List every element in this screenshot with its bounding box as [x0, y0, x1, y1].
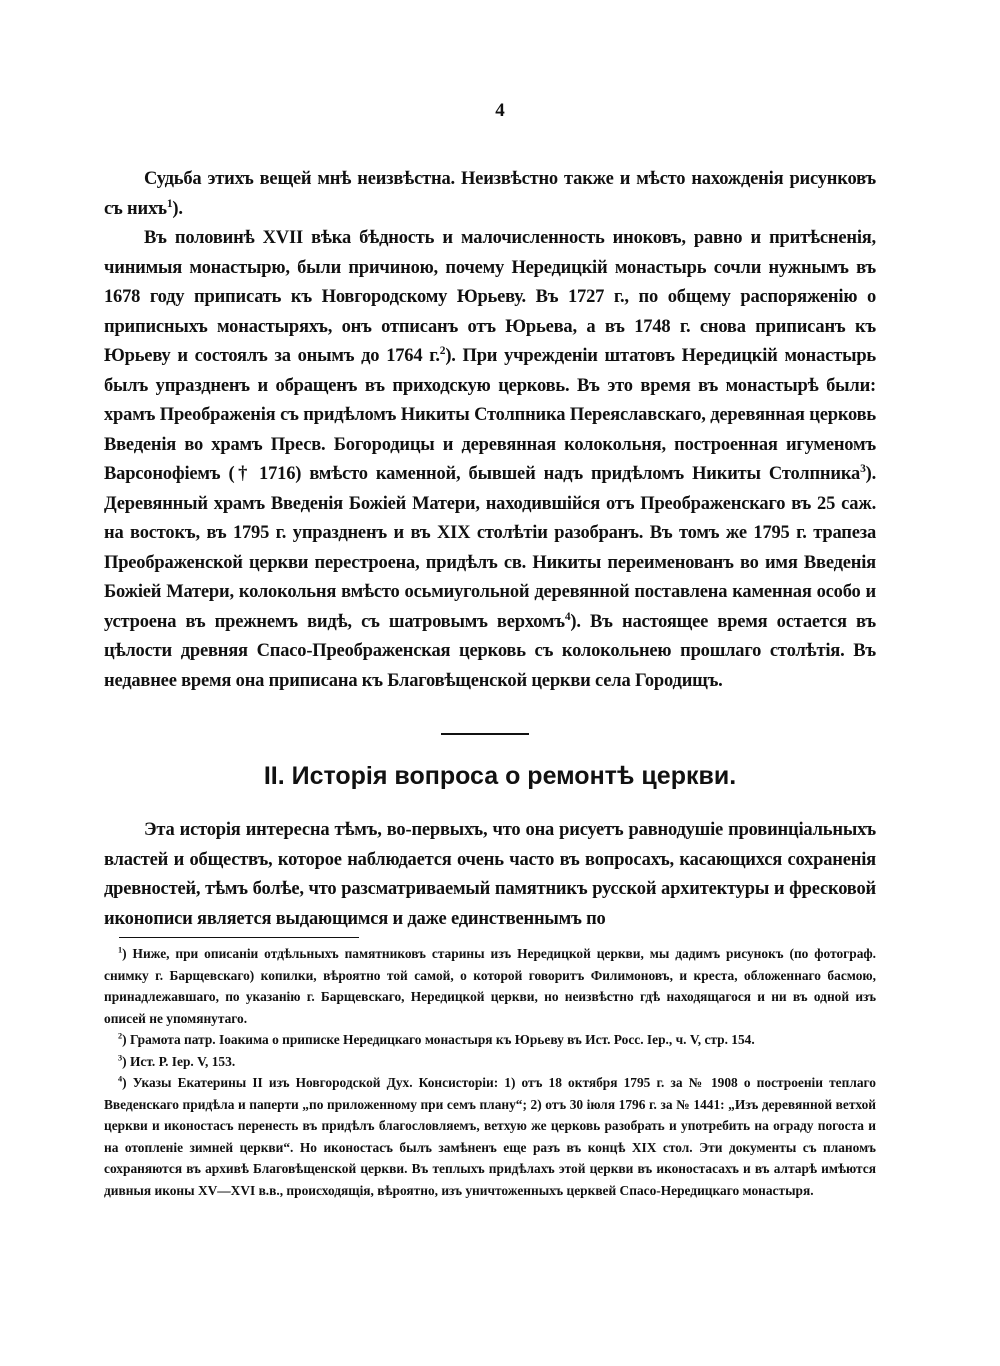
footnote-text: Указы Екатерины II изъ Новгородской Дух. Консисторіи: 1) отъ 18 октября 1795 г. за № 1908 о построеніи теплаго Введенскаго придѣла и паперти „по приложенному при семъ плану“; 2) отъ 30 іюля 1796 г. за № 1441: „Изъ деревянной ветхой церкви и иконостасъ перенесть въ придѣлъ благословляемъ, ветхую же церковь разобрать и употребить на ограду погоста и на отопленіе зимней церкви“. Но иконостасъ былъ замѣненъ еще разъ въ концѣ XIX стол. Эти документы съ планомъ сохраняются въ архивѣ Благовѣщенской церкви. Въ теплыхъ придѣлахъ этой церкви въ иконостасахъ и въ алтарѣ имѣются дивныя иконы XV—XVI в.в., происходящія, вѣроятно, изъ уничтоженныхъ церквей Спасо-Нередицкаго монастыря.: [104, 1075, 876, 1198]
intro-paragraph: Эта исторія интересна тѣмъ, во-первыхъ, что она рисуетъ равнодушіе провинціальныхъ властей и обществъ, которое наблюдается очень часто въ вопросахъ, касающихся сохраненія древностей, тѣмъ болѣе, что разсматриваемый памятникъ русской архитектуры и фресковой иконописи является выдающимся и даже единственнымъ по: [104, 820, 876, 929]
footnote-mark: 1: [118, 945, 123, 955]
paragraph-1-tail: ).: [172, 198, 183, 219]
footnote-mark: 4: [118, 1074, 123, 1084]
paragraph-2-segment-1: Въ половинѣ XVII вѣка бѣдность и малочисленность иноковъ, равно и притѣсненія, чинимыя монастырю, были причиною, почему Нередицкій монастырь сочли нужнымъ въ 1678 году приписать къ Новгородскому Юрьеву. Въ 1727 г., по общему распоряженію о приписныхъ монастыряхъ, онъ отписанъ отъ Юрьева, а въ 1748 г. снова приписанъ къ Юрьеву и состоялъ за онымъ до 1764 г.: [104, 228, 876, 366]
paragraph-2: [104, 224, 876, 696]
footnote-1: $^1$) Ниже, при описаніи отдѣльныхъ памятниковъ старины изъ Нередицкой церкви, мы дадимъ рисунокъ (по фотограф. снимку г. Барщевскаго) копилки, вѣроятно той самой, о которой говоритъ Филимоновъ, и креста, обложеннаго басмою, принадлежавшаго, по указанію г. Барщевскаго, Нередицкой церкви, но неизвѣстно гдѣ находящагося и ни въ одной изъ описей не упомянутаго.: [104, 945, 876, 1026]
page-number: 4: [495, 100, 505, 121]
section-heading: II. Исторія вопроса о ремонтѣ церкви.: [263, 762, 737, 790]
footnote-text: Ниже, при описаніи отдѣльныхъ памятниковъ старины изъ Нередицкой церкви, мы дадимъ рисунокъ (по фотограф. снимку г. Барщевскаго) копилки, вѣроятно той самой, о которой говоритъ Филимоновъ, и креста, обложеннаго басмою, принадлежавшаго, по указанію г. Барщевскаго, Нередицкой церкви, но неизвѣстно гдѣ находящагося и ни въ одной изъ описей не упомянутаго.: [104, 946, 876, 1026]
section-divider: [441, 733, 529, 735]
paragraph-2-segment-3: ). Деревянный храмъ Введенія Божіей Матери, находившійся отъ Преображенскаго въ 25 саж. на востокъ, въ 1795 г. упраздненъ и въ XIX столѣтіи разобранъ. Въ томъ же 1795 г. трапеза Преображенской церкви перестроена, придѣлъ св. Никиты переименованъ во имя Введенія Божіей Матери, колокольня вмѣсто осьмиугольной деревянной поставлена каменная особо и устроена въ прежнемъ видѣ, съ шатровымъ верхомъ: [104, 464, 876, 632]
paragraph-1-text: Судьба этихъ вещей мнѣ неизвѣстна. Неизвѣстно также и мѣсто нахожденія рисунковъ съ нихъ: [104, 169, 876, 219]
footnotes: [104, 943, 876, 1201]
footnote-ref-2: 2: [439, 344, 446, 357]
footnote-3: $^3$) Ист. Р. Іер. V, 153.: [118, 1053, 236, 1069]
paragraph-2-segment-2: ). При учрежденіи штатовъ Нередицкій монастырь былъ упраздненъ и обращенъ въ приходскую церковь. Въ это время въ монастырѣ были: храмъ Преображенія съ придѣломъ Никиты Столпника Переяславскаго, деревянная церковь Введенія во храмъ Пресв. Богородицы и деревянная колокольня, построенная игуменомъ Варсонофіемъ († 1716) вмѣсто каменной, бывшей надъ придѣломъ Никиты Столпника: [104, 346, 876, 484]
footnote-ref-4: 4: [564, 610, 571, 623]
footnote-4: $^4$) Указы Екатерины II изъ Новгородской Дух. Консисторіи: 1) отъ 18 октября 1795 г. за № 1908 о построеніи теплаго Введенскаго придѣла и паперти „по приложенному при семъ плану“; 2) отъ 30 іюля 1796 г. за № 1441: „Изъ деревянной ветхой церкви и иконостасъ перенесть въ придѣлъ благословляемъ, ветхую же церковь разобрать и употребить на ограду погоста и на отопленіе зимней церкви“. Но иконостасъ былъ замѣненъ еще разъ въ концѣ XIX стол. Эти документы съ планомъ сохраняются въ архивѣ Благовѣщенской церкви. Въ теплыхъ придѣлахъ этой церкви въ иконостасахъ и въ алтарѣ имѣются дивныя иконы XV—XVI в.в., происходящія, вѣроятно, изъ уничтоженныхъ церквей Спасо-Нередицкаго монастыря.: [104, 1074, 876, 1198]
paragraph-1: [104, 165, 876, 224]
footnote-mark: 2: [118, 1031, 123, 1041]
paragraph-2-segment-4: ). Въ настоящее время остается въ цѣлости древняя Спасо-Преображенская церковь съ колокольнею прошлаго столѣтія. Въ недавнее время она приписана къ Благовѣщенской церкви села Городищъ.: [104, 611, 876, 691]
footnote-text: Ист. Р. Іер. V, 153.: [129, 1053, 236, 1069]
main-text: [104, 165, 876, 696]
footnote-ref-3: 3: [860, 462, 866, 475]
footnote-mark: 3: [118, 1053, 123, 1063]
footnote-ref-1: 1: [166, 197, 173, 210]
footnote-2: $^2$) Грамота патр. Іоакима о приписке Нередицкаго монастыря къ Юрьеву въ Ист. Росс. Іер., ч. V, стр. 154.: [118, 1031, 755, 1047]
section-intro: [104, 816, 876, 934]
footnote-separator: [119, 937, 359, 938]
footnote-text: Грамота патр. Іоакима о приписке Нередицкаго монастыря къ Юрьеву въ Ист. Росс. Іер., ч. V, стр. 154.: [129, 1032, 755, 1047]
